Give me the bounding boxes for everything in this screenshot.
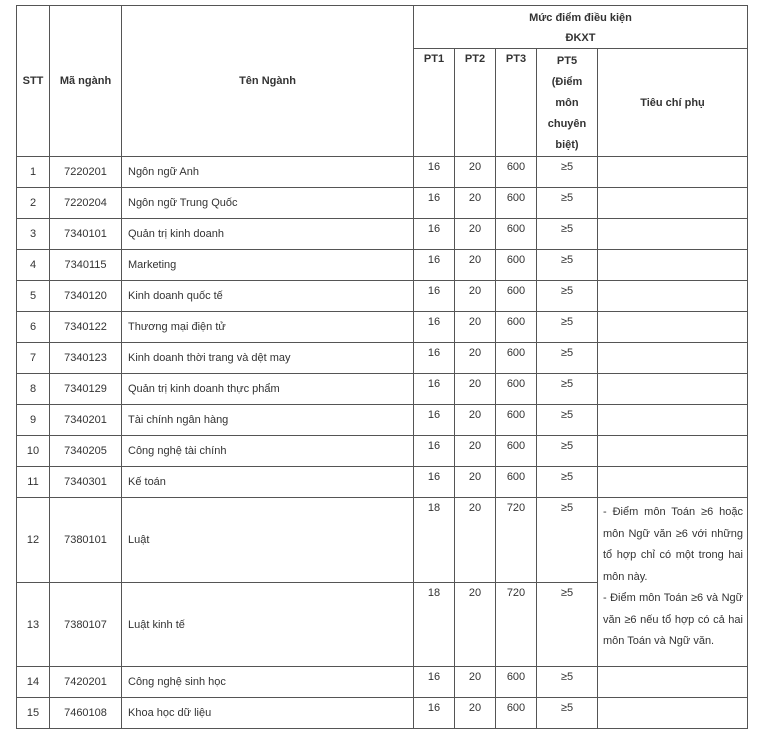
cell-pt3: 600	[496, 188, 537, 219]
cell-criteria	[598, 188, 748, 219]
cell-name: Công nghệ tài chính	[122, 436, 414, 467]
table-row	[17, 250, 748, 281]
cell-pt5: ≥5	[537, 498, 598, 583]
cell-code: 7340301	[50, 467, 122, 498]
cell-stt: 12	[17, 498, 50, 583]
cell-pt1: 16	[414, 281, 455, 312]
cell-name: Kế toán	[122, 467, 414, 498]
cell-code: 7340205	[50, 436, 122, 467]
cell-pt3: 600	[496, 698, 537, 729]
header-criteria: Tiêu chí phụ	[598, 49, 748, 157]
table-row	[17, 374, 748, 405]
cell-criteria	[598, 667, 748, 698]
table-row	[17, 498, 748, 583]
cell-pt3: 600	[496, 157, 537, 188]
header-pt2: PT2	[455, 49, 496, 157]
cell-name: Marketing	[122, 250, 414, 281]
header-pt5-line: biệt)	[555, 139, 579, 151]
cell-pt2: 20	[455, 436, 496, 467]
cell-pt1: 18	[414, 583, 455, 667]
cell-code: 7340129	[50, 374, 122, 405]
cell-pt2: 20	[455, 188, 496, 219]
cell-name: Thương mại điện tử	[122, 312, 414, 343]
cell-pt5: ≥5	[537, 405, 598, 436]
header-group-line1: Mức điểm điều kiện	[529, 12, 632, 24]
cell-stt: 3	[17, 219, 50, 250]
cell-pt1: 16	[414, 467, 455, 498]
cell-pt3: 600	[496, 436, 537, 467]
cell-code: 7420201	[50, 667, 122, 698]
table-row	[17, 219, 748, 250]
cell-pt5: ≥5	[537, 250, 598, 281]
cell-name: Công nghệ sinh học	[122, 667, 414, 698]
cell-pt1: 16	[414, 374, 455, 405]
cell-pt2: 20	[455, 250, 496, 281]
cell-pt3: 600	[496, 467, 537, 498]
cell-pt3: 600	[496, 312, 537, 343]
cell-code: 7340115	[50, 250, 122, 281]
header-pt3: PT3	[496, 49, 537, 157]
cell-criteria-law	[598, 498, 748, 667]
cell-pt2: 20	[455, 405, 496, 436]
table-row	[17, 698, 748, 729]
cell-code: 7340123	[50, 343, 122, 374]
cell-pt1: 18	[414, 498, 455, 583]
cell-stt: 10	[17, 436, 50, 467]
table-row	[17, 467, 748, 498]
header-pt5	[537, 49, 598, 157]
header-pt5-line: môn	[555, 97, 579, 109]
cell-pt3: 600	[496, 250, 537, 281]
cell-pt5: ≥5	[537, 157, 598, 188]
cell-pt3: 600	[496, 374, 537, 405]
cell-name: Kinh doanh quốc tế	[122, 281, 414, 312]
cell-code: 7340101	[50, 219, 122, 250]
cell-pt5: ≥5	[537, 281, 598, 312]
cell-pt5: ≥5	[537, 219, 598, 250]
cell-stt: 2	[17, 188, 50, 219]
cell-stt: 14	[17, 667, 50, 698]
cell-pt2: 20	[455, 219, 496, 250]
cell-pt1: 16	[414, 436, 455, 467]
cell-criteria	[598, 405, 748, 436]
cell-pt2: 20	[455, 698, 496, 729]
cell-criteria	[598, 698, 748, 729]
cell-pt1: 16	[414, 157, 455, 188]
cell-name: Ngôn ngữ Anh	[122, 157, 414, 188]
cell-name: Kinh doanh thời trang và dệt may	[122, 343, 414, 374]
table-row	[17, 667, 748, 698]
table-row	[17, 281, 748, 312]
header-pt5-line: (Điểm	[551, 76, 583, 88]
cell-stt: 4	[17, 250, 50, 281]
cell-name: Luật	[122, 498, 414, 583]
cell-pt3: 720	[496, 583, 537, 667]
cell-pt5: ≥5	[537, 312, 598, 343]
cell-code: 7380101	[50, 498, 122, 583]
cell-pt2: 20	[455, 312, 496, 343]
header-group-line2: ĐKXT	[565, 32, 596, 44]
cell-pt1: 16	[414, 219, 455, 250]
cell-stt: 8	[17, 374, 50, 405]
cell-pt5: ≥5	[537, 467, 598, 498]
cell-pt1: 16	[414, 405, 455, 436]
cell-pt1: 16	[414, 343, 455, 374]
cell-code: 7380107	[50, 583, 122, 667]
cell-name: Khoa học dữ liệu	[122, 698, 414, 729]
table-row	[17, 188, 748, 219]
cell-pt5: ≥5	[537, 188, 598, 219]
header-score-group	[414, 6, 748, 49]
cell-pt1: 16	[414, 250, 455, 281]
cell-pt1: 16	[414, 698, 455, 729]
cell-code: 7340120	[50, 281, 122, 312]
cell-pt5: ≥5	[537, 583, 598, 667]
cell-criteria	[598, 281, 748, 312]
cell-pt2: 20	[455, 467, 496, 498]
cell-pt1: 16	[414, 312, 455, 343]
cell-name: Ngôn ngữ Trung Quốc	[122, 188, 414, 219]
header-code: Mã ngành	[50, 6, 122, 157]
cell-pt2: 20	[455, 343, 496, 374]
cell-criteria	[598, 343, 748, 374]
cell-stt: 7	[17, 343, 50, 374]
criteria-item: - Điểm môn Toán ≥6 hoặc môn Ngữ văn ≥6 với những tổ hợp chỉ có một trong hai môn này.	[603, 506, 743, 583]
cell-pt5: ≥5	[537, 667, 598, 698]
cell-criteria	[598, 467, 748, 498]
table-row	[17, 343, 748, 374]
table-row	[17, 157, 748, 188]
header-stt: STT	[17, 6, 50, 157]
table-row	[17, 312, 748, 343]
cell-pt5: ≥5	[537, 374, 598, 405]
cell-pt3: 600	[496, 343, 537, 374]
cell-pt3: 720	[496, 498, 537, 583]
cell-code: 7340201	[50, 405, 122, 436]
cell-name: Luật kinh tế	[122, 583, 414, 667]
cell-name: Quản trị kinh doanh thực phẩm	[122, 374, 414, 405]
cell-code: 7340122	[50, 312, 122, 343]
cell-stt: 1	[17, 157, 50, 188]
cell-criteria	[598, 219, 748, 250]
cell-pt5: ≥5	[537, 698, 598, 729]
header-name: Tên Ngành	[122, 6, 414, 157]
cell-pt3: 600	[496, 219, 537, 250]
cell-pt2: 20	[455, 498, 496, 583]
cell-code: 7460108	[50, 698, 122, 729]
cell-pt5: ≥5	[537, 343, 598, 374]
cell-criteria	[598, 374, 748, 405]
cell-pt3: 600	[496, 281, 537, 312]
criteria-item: - Điểm môn Toán ≥6 và Ngữ văn ≥6 nếu tổ hợp có cả hai môn Toán và Ngữ văn.	[603, 592, 743, 647]
cell-name: Tài chính ngân hàng	[122, 405, 414, 436]
cell-pt3: 600	[496, 405, 537, 436]
cell-stt: 9	[17, 405, 50, 436]
table-row	[17, 436, 748, 467]
cell-stt: 15	[17, 698, 50, 729]
cell-stt: 13	[17, 583, 50, 667]
header-pt5-line: chuyên	[547, 118, 587, 130]
cell-pt2: 20	[455, 667, 496, 698]
header-pt1: PT1	[414, 49, 455, 157]
cell-pt2: 20	[455, 583, 496, 667]
cell-code: 7220201	[50, 157, 122, 188]
cell-pt1: 16	[414, 667, 455, 698]
table-row	[17, 405, 748, 436]
cell-name: Quản trị kinh doanh	[122, 219, 414, 250]
cell-pt2: 20	[455, 374, 496, 405]
cell-code: 7220204	[50, 188, 122, 219]
cell-pt5: ≥5	[537, 436, 598, 467]
cell-stt: 6	[17, 312, 50, 343]
cell-criteria	[598, 157, 748, 188]
cell-pt2: 20	[455, 281, 496, 312]
cell-criteria	[598, 436, 748, 467]
cell-stt: 5	[17, 281, 50, 312]
cell-criteria	[598, 312, 748, 343]
header-row-1	[17, 6, 748, 49]
cell-pt2: 20	[455, 157, 496, 188]
admission-score-table	[16, 5, 748, 729]
cell-pt1: 16	[414, 188, 455, 219]
cell-stt: 11	[17, 467, 50, 498]
cell-criteria	[598, 250, 748, 281]
cell-pt3: 600	[496, 667, 537, 698]
header-pt5-line: PT5	[556, 55, 578, 67]
